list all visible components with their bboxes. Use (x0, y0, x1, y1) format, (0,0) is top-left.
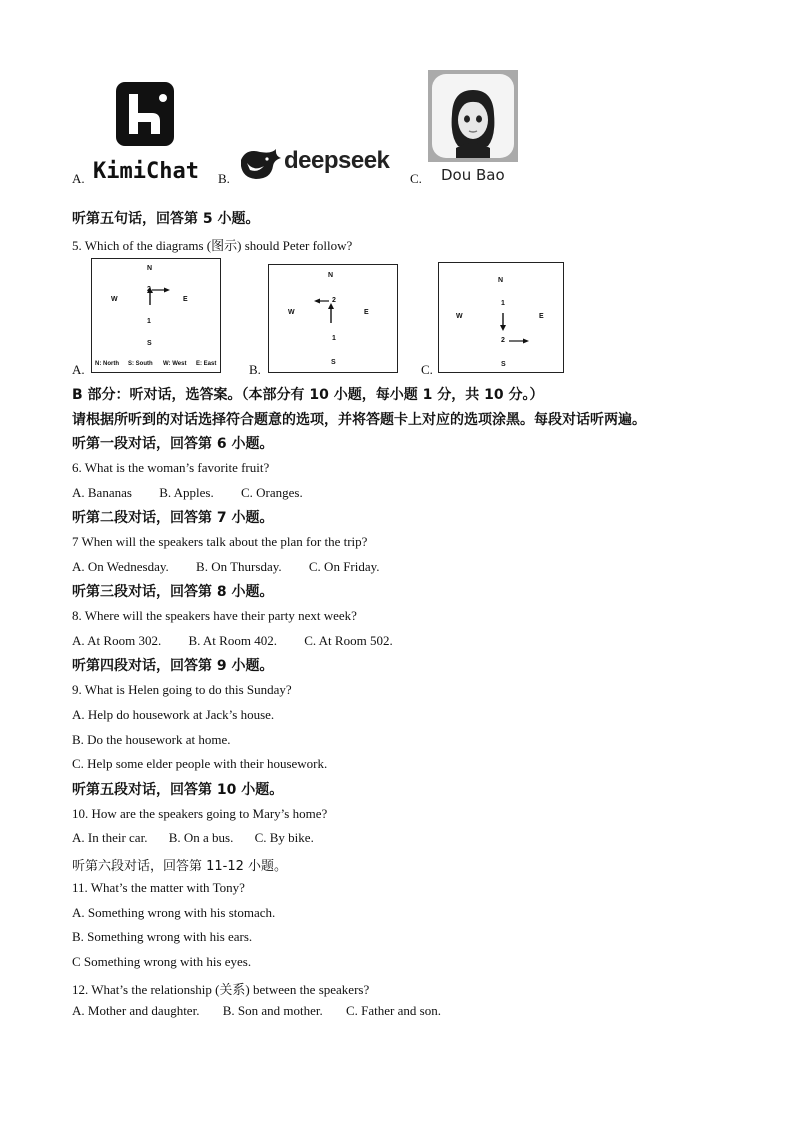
question-6-option-c[interactable]: C. Oranges. (240, 485, 303, 500)
legend-south: S: South (128, 361, 153, 367)
section-5-header: 听第五句话，回答第 5 小题。 (72, 211, 260, 227)
question-7-option-b[interactable]: B. On Thursday. (196, 559, 282, 574)
question-8-text: 8. Where will the speakers have their party next week? (72, 608, 357, 623)
part-b-title: B 部分：听对话，选答案。（本部分有 10 小题，每小题 1 分，共 10 分。） (72, 387, 544, 403)
part-b-instruction: 请根据所听到的对话选择符合题意的选项，并将答题卡上对应的选项涂黑。每段对话听两遍。 (72, 412, 646, 428)
step-1-marker: 1 (147, 318, 151, 325)
question-8-option-a[interactable]: A. At Room 302. (72, 633, 162, 648)
question-12-options (72, 1003, 465, 1019)
question-6-option-a[interactable]: A. Bananas (72, 485, 132, 500)
diagram-b-label: B. (249, 362, 261, 377)
question-5-text: 5. Which of the diagrams (图示) should Peter follow? (72, 238, 353, 253)
diagram-b[interactable] (268, 264, 398, 373)
dialogue-6-header: 听第六段对话，回答第 11-12 小题。 (72, 859, 288, 874)
doubao-avatar-icon (428, 70, 518, 162)
question-9-option-b[interactable]: B. Do the housework at home. (72, 732, 231, 747)
diagram-a-arrows (92, 259, 220, 372)
deepseek-logo-text: deepseek (284, 147, 390, 174)
kimi-logo-icon (116, 82, 174, 146)
question-9-text: 9. What is Helen going to do this Sunday? (72, 682, 292, 697)
legend-west: W: West (163, 361, 187, 367)
question-8-options (72, 633, 417, 649)
question-11-option-a[interactable]: A. Something wrong with his stomach. (72, 905, 276, 920)
question-11-option-b[interactable]: B. Something wrong with his ears. (72, 929, 253, 944)
option-b-label: B. (218, 171, 230, 186)
question-10-option-a[interactable]: A. In their car. (72, 830, 148, 845)
question-12-text: 12. What’s the relationship (关系) between the speakers? (72, 982, 370, 997)
question-10-option-c[interactable]: C. By bike. (254, 830, 314, 845)
step-1-marker: 1 (501, 300, 505, 307)
diagram-c[interactable] (438, 262, 564, 373)
question-11-option-c[interactable]: C Something wrong with his eyes. (72, 954, 252, 969)
question-12-option-a[interactable]: A. Mother and daughter. (72, 1003, 200, 1018)
legend-north: N: North (95, 361, 119, 367)
compass-east: E (364, 309, 369, 316)
compass-south: S (501, 361, 506, 368)
dialogue-1-header: 听第一段对话，回答第 6 小题。 (72, 436, 274, 452)
dialogue-5-header: 听第五段对话，回答第 10 小题。 (72, 782, 284, 798)
question-12-option-c[interactable]: C. Father and son. (345, 1003, 441, 1018)
compass-east: E (183, 296, 188, 303)
whale-icon (238, 146, 284, 182)
question-6-option-b[interactable]: B. Apples. (159, 485, 214, 500)
question-9-option-c[interactable]: C. Help some elder people with their housework. (72, 756, 328, 771)
step-2-marker: 2 (501, 337, 505, 344)
question-7-option-c[interactable]: C. On Friday. (308, 559, 380, 574)
dialogue-4-header: 听第四段对话，回答第 9 小题。 (72, 658, 274, 674)
diagram-a-label: A. (72, 362, 85, 377)
step-1-marker: 1 (332, 335, 336, 342)
question-7-option-a[interactable]: A. On Wednesday. (72, 559, 169, 574)
compass-north: N (498, 277, 504, 284)
compass-west: W (288, 309, 295, 316)
compass-east: E (539, 313, 544, 320)
compass-north: N (328, 272, 334, 279)
question-7-options (72, 559, 404, 575)
option-c-label: C. (410, 171, 422, 186)
diagram-c-label: C. (421, 362, 433, 377)
question-6-text: 6. What is the woman’s favorite fruit? (72, 460, 270, 475)
compass-west: W (111, 296, 118, 303)
question-9-option-a[interactable]: A. Help do housework at Jack’s house. (72, 707, 275, 722)
question-10-text: 10. How are the speakers going to Mary’s home? (72, 806, 328, 821)
compass-south: S (331, 359, 336, 366)
question-12-option-b[interactable]: B. Son and mother. (222, 1003, 323, 1018)
question-10-options (72, 830, 338, 846)
question-10-option-b[interactable]: B. On a bus. (168, 830, 234, 845)
question-6-options (72, 485, 327, 501)
question-8-option-b[interactable]: B. At Room 402. (188, 633, 277, 648)
question-11-text: 11. What’s the matter with Tony? (72, 880, 245, 895)
legend-east: E: East (196, 361, 217, 367)
diagram-a[interactable] (91, 258, 221, 373)
step-2-marker: 2 (332, 297, 336, 304)
doubao-logo-text: Dou Bao (441, 166, 505, 184)
dialogue-2-header: 听第二段对话，回答第 7 小题。 (72, 510, 274, 526)
compass-south: S (147, 340, 152, 347)
compass-north: N (147, 265, 153, 272)
diagram-b-arrows (269, 265, 397, 372)
kimi-logo-text: KimiChat (93, 159, 199, 184)
step-2-marker: 2 (147, 286, 151, 293)
question-8-option-c[interactable]: C. At Room 502. (304, 633, 393, 648)
dialogue-3-header: 听第三段对话，回答第 8 小题。 (72, 584, 274, 600)
option-a-label: A. (72, 171, 85, 186)
question-7-text: 7 When will the speakers talk about the plan for the trip? (72, 534, 368, 549)
compass-west: W (456, 313, 463, 320)
